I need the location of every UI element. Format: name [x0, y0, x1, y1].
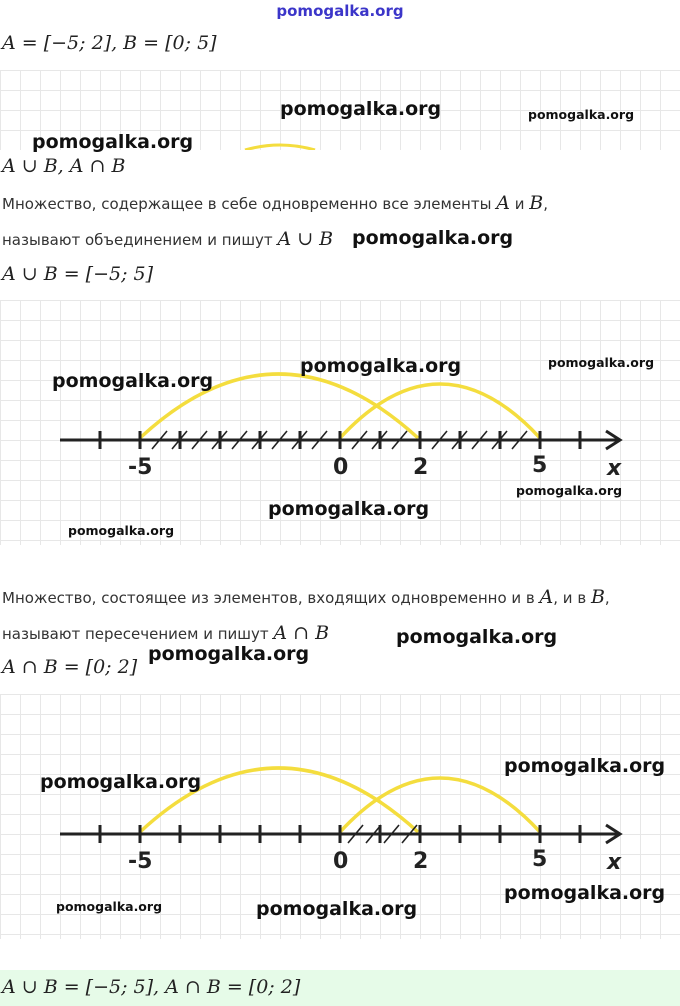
- watermark: pomogalka.org: [268, 498, 430, 520]
- answer-formula: A ∪ B = [−5; 5], A ∩ B = [0; 2]: [2, 976, 301, 998]
- union-definition-text: Множество, содержащее в себе одновременно все элементы: [2, 195, 497, 213]
- tick-label-two: 2: [413, 455, 429, 480]
- watermark: pomogalka.org: [352, 227, 514, 249]
- watermark: pomogalka.org: [504, 755, 666, 777]
- set-b-symbol: B: [590, 586, 605, 608]
- comma: ,: [604, 589, 610, 607]
- watermark: pomogalka.org: [68, 523, 175, 538]
- tick-label-minus-five: -5: [128, 849, 153, 874]
- tick-label-zero: 0: [333, 455, 349, 480]
- comma: ,: [543, 195, 548, 213]
- watermark: pomogalka.org: [52, 370, 214, 392]
- watermark: pomogalka.org: [504, 882, 666, 904]
- watermark: pomogalka.org: [300, 355, 462, 377]
- arc-set-b: [340, 778, 540, 832]
- intersection-symbol-formula: A ∩ B: [273, 622, 330, 644]
- watermark: pomogalka.org: [148, 643, 310, 665]
- arc-set-b: [340, 384, 540, 438]
- tick-label-two: 2: [413, 849, 429, 874]
- axis-label-x: x: [607, 456, 622, 481]
- given-formula: A = [−5; 2], B = [0; 5]: [2, 32, 217, 54]
- conjunction: и: [509, 195, 530, 213]
- axis-label-x: x: [607, 850, 622, 875]
- watermark: pomogalka.org: [56, 899, 163, 914]
- header-watermark[interactable]: pomogalka.org: [276, 2, 404, 20]
- tick-label-five: 5: [532, 847, 548, 872]
- intersection-definition-line2: [2, 622, 329, 644]
- intersection-definition-text: Множество, состоящее из элементов, входящих одновременно и в: [2, 589, 540, 607]
- watermark: pomogalka.org: [280, 98, 442, 120]
- intersection-definition-line1: [2, 586, 610, 608]
- set-b-symbol: B: [529, 192, 544, 214]
- watermark: pomogalka.org: [516, 483, 623, 498]
- tick-label-minus-five: -5: [128, 455, 153, 480]
- union-definition-line2: [2, 228, 333, 250]
- intersection-definition-text: называют пересечением и пишут: [2, 625, 274, 643]
- set-a-symbol: A: [496, 192, 510, 214]
- set-a-symbol: A: [539, 586, 554, 608]
- watermark: pomogalka.org: [528, 107, 635, 122]
- conjunction: , и в: [553, 589, 591, 607]
- union-result: A ∪ B = [−5; 5]: [2, 263, 154, 285]
- tick-label-zero: 0: [333, 849, 349, 874]
- task-formula: A ∪ B, A ∩ B: [2, 155, 126, 177]
- union-definition-line1: [2, 192, 548, 214]
- watermark: pomogalka.org: [256, 898, 418, 920]
- watermark: pomogalka.org: [32, 131, 194, 153]
- union-symbol-formula: A ∪ B: [277, 228, 334, 250]
- watermark: pomogalka.org: [548, 355, 655, 370]
- watermark: pomogalka.org: [396, 626, 558, 648]
- watermark: pomogalka.org: [40, 771, 202, 793]
- union-definition-text: называют объединением и пишут: [2, 231, 278, 249]
- tick-label-five: 5: [532, 453, 548, 478]
- intersection-result: A ∩ B = [0; 2]: [2, 656, 138, 678]
- answer-strip: [0, 970, 680, 1006]
